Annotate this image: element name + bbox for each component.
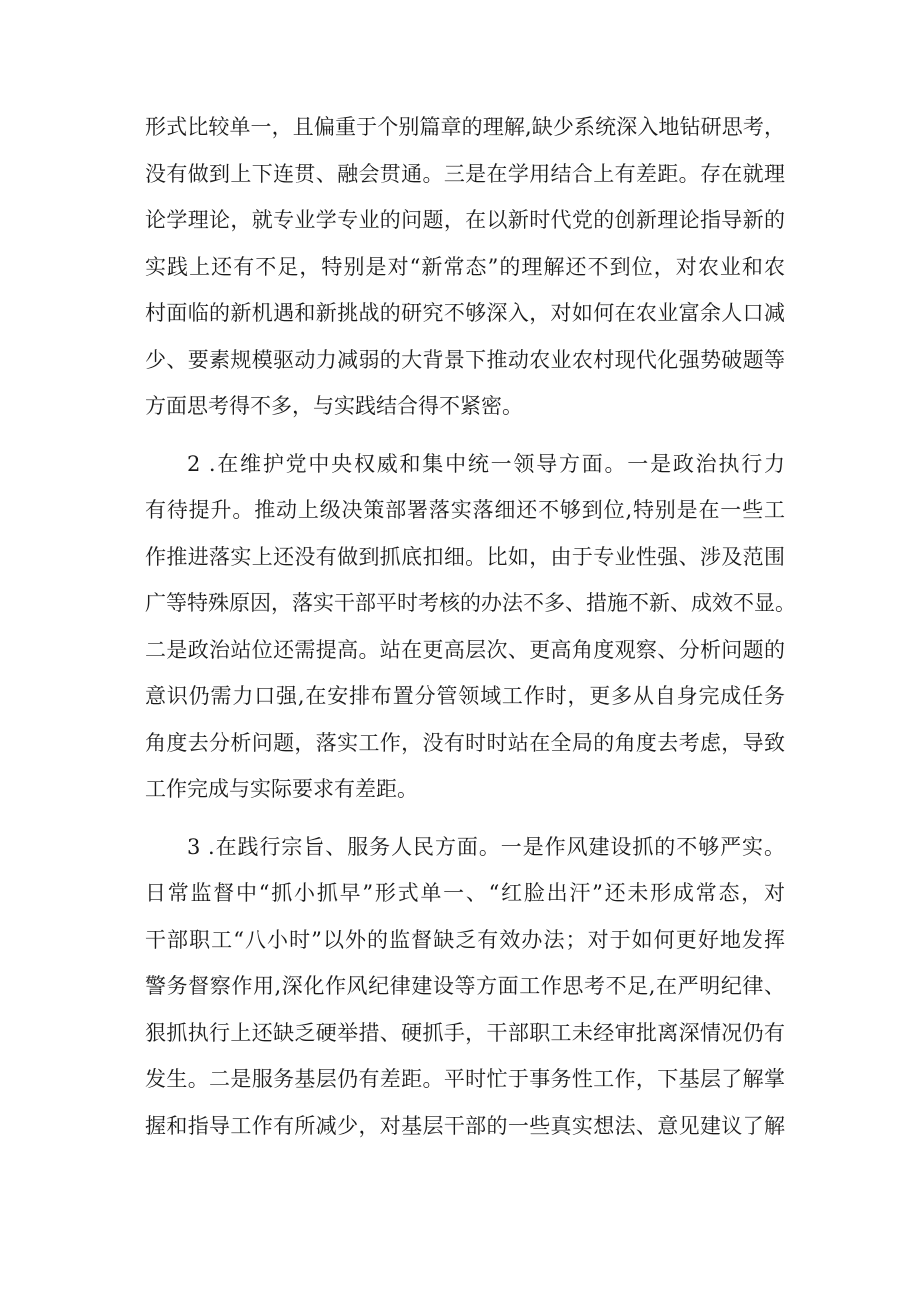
text-line: 警务督察作用,深化作风纪律建设等方面工作思考不足,在严明纪律、 — [145, 974, 785, 998]
text-line: 狠抓执行上还缺乏硬举措、硬抓手，干部职工未经审批离深情况仍有 — [145, 1020, 785, 1045]
text-line: 有待提升。推动上级决策部署落实落细还不够到位,特别是在一些工 — [145, 498, 785, 522]
paragraph-spacer — [145, 813, 785, 824]
text-line: 角度去分析问题，落实工作，没有时时站在全局的角度去考虑，导致 — [145, 730, 785, 755]
paragraph-2 — [145, 441, 796, 813]
text-line: 实践上还有不足，特别是对“新常态”的理解还不到位，对农业和农 — [145, 254, 785, 279]
text-line: 没有做到上下连贯、融会贯通。三是在学用结合上有差距。存在就理 — [145, 161, 785, 186]
text-line: 作推进落实上还没有做到抓底扣细。比如，由于专业性强、涉及范围 — [145, 544, 785, 569]
text-line: 方面思考得不多，与实践结合得不紧密。 — [145, 394, 523, 418]
text-line: 村面临的新机遇和新挑战的研究不够深入，对如何在农业富余人口减 — [145, 301, 785, 325]
text-line: 工作完成与实际要求有差距。 — [145, 777, 418, 801]
text-line: 形式比较单一，且偏重于个别篇章的理解,缺少系统深入地钻研思考， — [145, 115, 785, 139]
text-line: 意识仍需力口强,在安排布置分管领域工作时，更多从自身完成任务 — [145, 684, 785, 708]
text-line: 少、要素规模驱动力减弱的大背景下推动农业农村现代化强势破题等 — [145, 347, 785, 372]
text-line: 二是政治站位还需提高。站在更高层次、更高角度观察、分析问题的 — [145, 637, 785, 662]
text-line: 握和指导工作有所减少，对基层干部的一些真实想法、意见建议了解 — [145, 1113, 785, 1138]
text-line: 发生。二是服务基层仍有差距。平时忙于事务性工作，下基层了解掌 — [145, 1067, 785, 1091]
text-line: 2 .在维护党中央权威和集中统一领导方面。一是政治执行力 — [187, 451, 785, 476]
paragraph-spacer — [145, 430, 785, 441]
text-line: 3 .在践行宗旨、服务人民方面。一是作风建设抓的不够严实。 — [187, 834, 785, 859]
paragraph-3 — [145, 824, 785, 1150]
paragraph-1 — [145, 104, 785, 430]
text-line: 干部职工“八小时”以外的监督缺乏有效办法；对于如何更好地发挥 — [145, 927, 785, 952]
document-body — [145, 104, 796, 1149]
text-line: 论学理论，就专业学专业的问题，在以新时代党的创新理论指导新的 — [145, 208, 785, 232]
text-line: 日常监督中“抓小抓早”形式单一、“红脸出汗”还未形成常态，对 — [145, 881, 785, 905]
text-line: 广等特殊原因，落实干部平时考核的办法不多、措施不新、成效不显。 — [145, 591, 796, 615]
